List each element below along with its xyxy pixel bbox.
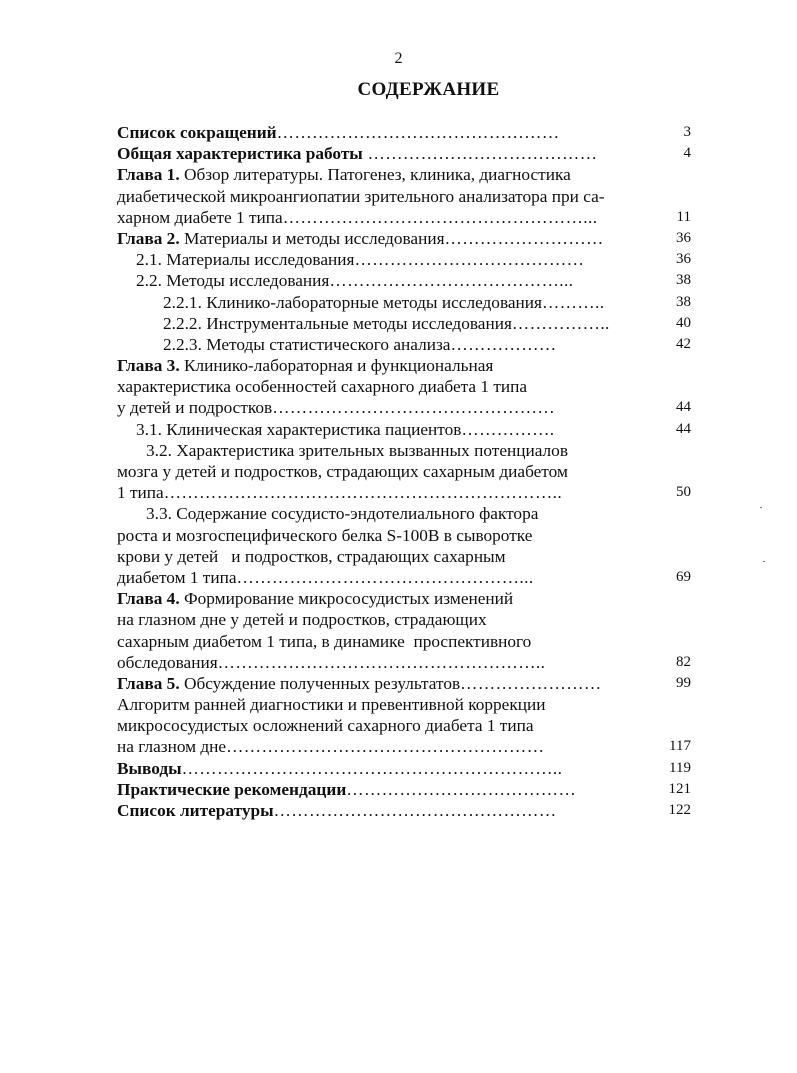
toc-entry-text: Обсуждение полученных результатов: [179, 673, 461, 693]
toc-entry-text: характеристика особенностей сахарного диабета 1 типа: [117, 377, 528, 397]
toc-entry: [117, 631, 691, 652]
dot-leader: …………………………………………: [276, 123, 560, 142]
toc-entry: [117, 440, 691, 461]
toc-entry: [117, 397, 691, 418]
toc-page-number: 44: [676, 399, 691, 416]
toc-entry: [117, 694, 691, 715]
toc-page-number: 44: [676, 420, 691, 437]
toc-entry: [117, 376, 691, 397]
toc-page-number: 99: [676, 674, 691, 691]
toc-page-number: 36: [676, 229, 691, 246]
page-title: СОДЕРЖАНИЕ: [357, 79, 500, 100]
toc-entry-text: обследования: [117, 652, 218, 672]
toc-entry: [117, 652, 691, 673]
dot-leader: …………………………………………: [273, 801, 557, 820]
toc-page-number: 4: [683, 145, 691, 162]
toc-page-number: 38: [676, 293, 691, 310]
dot-leader: …………………………………………: [272, 398, 556, 418]
dot-leader: ………………………………………………………..: [181, 758, 563, 778]
toc-entry-text: Клинико-лабораторная и функциональная: [179, 356, 494, 376]
toc-entry: [117, 313, 691, 334]
toc-page-number: 122: [668, 802, 691, 818]
dot-leader: …………………………………: [354, 250, 585, 270]
toc-entry: [117, 609, 691, 630]
toc-entry-text: Глава 3.: [117, 356, 180, 376]
dot-leader: ………………………………………………: [226, 737, 545, 757]
toc-page-number: 3: [683, 124, 691, 140]
toc-page-number: 121: [668, 780, 691, 797]
dot-leader: ………………………: [444, 228, 604, 248]
toc-entry: [117, 503, 691, 524]
toc-entry-text: Список сокращений: [117, 123, 277, 142]
toc-entry: [117, 800, 691, 821]
toc-entry-text: на глазном дне: [117, 737, 227, 757]
toc-entry: [117, 779, 691, 800]
dot-leader: ………..: [542, 292, 605, 312]
toc-entry-text: Обзор литературы. Патогенез, клиника, диагностика: [179, 165, 571, 185]
toc-entry-text: 2.2.2. Инструментальные методы исследования: [163, 313, 512, 333]
toc-entry-text: микрососудистых осложнений сахарного диабета 1 типа: [117, 716, 534, 736]
toc-entry-text: харном диабете 1 типа: [117, 207, 283, 227]
toc-page-number: 119: [669, 759, 691, 776]
toc-entry: [117, 736, 691, 757]
toc-entry: [117, 207, 691, 228]
scan-speck: [760, 507, 762, 508]
toc-entry-text: Материалы и методы исследования: [179, 228, 445, 248]
toc-entry: [117, 461, 691, 482]
toc-entry-text: 3.3. Содержание сосудисто-эндотелиального фактора: [146, 504, 539, 524]
toc-entry-text: 2.2.3. Методы статистического анализа: [163, 334, 451, 354]
toc-page-number: 40: [676, 314, 691, 331]
dot-leader: …………………………………: [346, 779, 577, 799]
toc-entry: [117, 164, 691, 185]
toc-entry-text: Формирование микрососудистых изменений: [179, 589, 514, 609]
dot-leader: ……………………………………………...: [282, 207, 598, 227]
dot-leader: …………………………………………………………..: [163, 483, 563, 503]
table-of-contents: [117, 122, 691, 821]
toc-entry-text: Алгоритм ранней диагностики и превентивной коррекции: [117, 695, 546, 715]
toc-entry-text: диабетической микроангиопатии зрительного анализатора при са-: [117, 186, 605, 206]
toc-page-number: 38: [676, 272, 691, 289]
toc-entry-text: 3.2. Характеристика зрительных вызванных потенциалов: [146, 440, 568, 460]
toc-entry-text: на глазном дне у детей и подростков, страдающих: [117, 610, 487, 630]
dot-leader: …………………………………………...: [236, 567, 534, 587]
toc-page-number: 11: [676, 208, 691, 225]
toc-entry-text: сахарным диабетом 1 типа, в динамике проспективного: [117, 631, 532, 651]
toc-entry: [117, 249, 691, 270]
toc-page-number: 117: [669, 738, 691, 755]
dot-leader: …………….: [461, 419, 555, 439]
toc-entry: [117, 758, 691, 779]
toc-page-number: 50: [676, 484, 691, 501]
toc-entry-text: Общая характеристика работы: [117, 144, 363, 164]
toc-entry-text: Глава 5.: [117, 673, 180, 693]
toc-entry: [117, 143, 691, 164]
toc-entry-text: 2.2. Методы исследования: [136, 271, 330, 291]
toc-entry: [117, 292, 691, 313]
toc-entry-text: Глава 2.: [117, 228, 180, 248]
toc-entry-text: 2.1. Материалы исследования: [136, 250, 355, 270]
toc-entry-text: Список литературы: [117, 801, 274, 820]
toc-entry-text: Практические рекомендации: [117, 779, 347, 799]
toc-entry: [117, 715, 691, 736]
toc-entry: [117, 355, 691, 376]
toc-entry-text: Выводы: [117, 758, 182, 778]
toc-page-number: 36: [676, 251, 691, 268]
toc-entry: [117, 419, 691, 440]
toc-entry: [117, 186, 691, 207]
toc-entry: [117, 334, 691, 355]
toc-entry-text: Глава 1.: [117, 165, 180, 185]
toc-entry-text: мозга у детей и подростков, страдающих сахарным диабетом: [117, 462, 568, 481]
toc-entry: [117, 482, 691, 503]
dot-leader: ……………………: [460, 673, 602, 693]
dot-leader: …………………………………: [362, 144, 598, 164]
toc-entry-text: крови у детей и подростков, страдающих сахарным: [117, 546, 506, 566]
toc-entry: [117, 546, 691, 567]
toc-page-number: 42: [676, 335, 691, 352]
toc-entry-text: диабетом 1 типа: [117, 567, 237, 587]
scan-speck: [763, 561, 765, 562]
toc-entry: [117, 228, 691, 249]
dot-leader: ………………: [450, 334, 557, 354]
toc-entry-text: 1 типа: [117, 483, 164, 503]
toc-entry-text: 3.1. Клиническая характеристика пациентов: [136, 419, 462, 439]
toc-entry: [117, 122, 691, 143]
toc-entry: [117, 525, 691, 546]
toc-entry: [117, 588, 691, 609]
page-number: 2: [394, 50, 403, 67]
dot-leader: ……………..: [511, 313, 610, 333]
toc-page-number: 69: [676, 568, 691, 585]
toc-entry: [117, 567, 691, 588]
toc-entry-text: 2.2.1. Клинико-лабораторные методы исследования: [163, 292, 542, 312]
toc-page-number: 82: [676, 653, 691, 670]
toc-entry: [117, 270, 691, 291]
dot-leader: …………………………………...: [329, 271, 574, 291]
toc-entry: [117, 673, 691, 694]
toc-entry-text: у детей и подростков: [117, 398, 273, 418]
toc-entry-text: Глава 4.: [117, 589, 180, 609]
dot-leader: ………………………………………………..: [217, 652, 546, 672]
toc-entry-text: роста и мозгоспецифического белка S-100B в сыворотке: [117, 525, 533, 545]
